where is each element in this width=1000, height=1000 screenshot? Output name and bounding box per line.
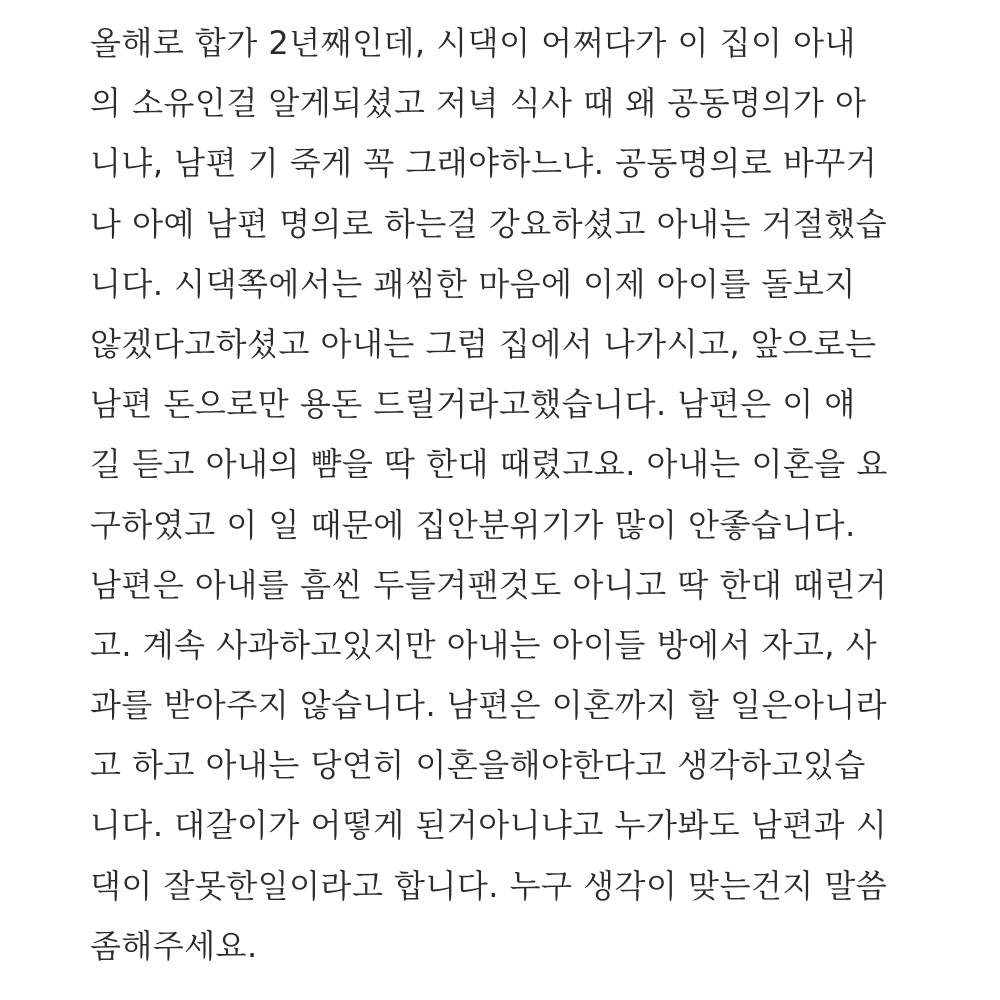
text-line-9: 구하였고 이 일 때문에 집안분위기가 많이 안좋습니다.: [90, 505, 856, 544]
text-line-8: 길 듣고 아내의 뺨을 딱 한대 때렸고요. 아내는 이혼을 요: [90, 445, 888, 484]
text-line-11: 고. 계속 사과하고있지만 아내는 아이들 방에서 자고, 사: [90, 625, 878, 664]
text-line-6: 않겠다고하셨고 아내는 그럼 집에서 나가시고, 앞으로는: [90, 324, 877, 363]
text-line-14: 니다. 대갈이가 어떻게 된거아니냐고 누가봐도 남편과 시: [90, 806, 888, 845]
text-line-7: 남편 돈으로만 용돈 드릴거라고했습니다. 남편은 이 얘: [90, 385, 856, 424]
post-text-block: [90, 13, 970, 976]
text-line-15: 댁이 잘못한일이라고 합니다. 누구 생각이 맞는건지 말씀: [90, 866, 888, 905]
text-line-5: 니다. 시댁쪽에서는 괘씸한 마음에 이제 아이를 돌보지: [90, 264, 856, 303]
text-line-12: 과를 받아주지 않습니다. 남편은 이혼까지 할 일은아니라: [90, 686, 888, 725]
text-line-4: 나 아예 남편 명의로 하는걸 강요하셨고 아내는 거절했습: [90, 204, 888, 243]
text-line-1: 올해로 합가 2년째인데, 시댁이 어쩌다가 이 집이 아내: [90, 24, 856, 62]
text-line-10: 남편은 아내를 흠씬 두들겨팬것도 아니고 딱 한대 때린거: [90, 565, 888, 604]
text-line-2: 의 소유인걸 알게되셨고 저녁 식사 때 왜 공동명의가 아: [90, 84, 867, 123]
text-line-16: 좀해주세요.: [90, 926, 258, 965]
text-line-13: 고 하고 아내는 당연히 이혼을해야한다고 생각하고있습: [90, 746, 866, 785]
text-line-3: 니냐, 남편 기 죽게 꼭 그래야하느냐. 공동명의로 바꾸거: [90, 144, 878, 183]
